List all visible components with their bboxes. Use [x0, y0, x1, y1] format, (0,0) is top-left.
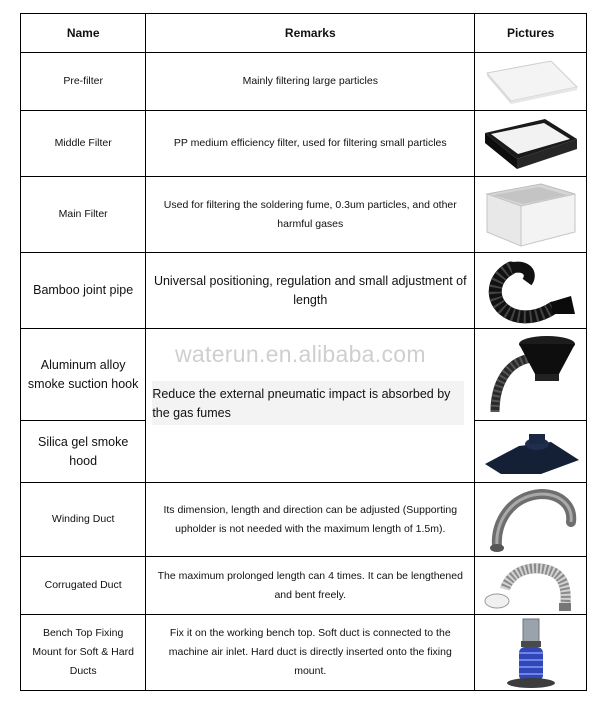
table-row: [21, 329, 587, 421]
row-name: Bamboo joint pipe: [21, 253, 146, 329]
row-remarks: Universal positioning, regulation and small adjustment of length: [146, 253, 475, 329]
suction-hood-icon: [481, 332, 581, 418]
row-picture: [475, 421, 587, 483]
row-picture: [475, 483, 587, 557]
row-remarks: [146, 329, 475, 483]
pre-filter-pad-icon: [481, 57, 581, 107]
row-picture: [475, 177, 587, 253]
row-remarks: Fix it on the working bench top. Soft duct is connected to the machine air inlet. Hard duct is directly inserted onto the fixing mount.: [146, 615, 475, 691]
row-remarks: Its dimension, length and direction can be adjusted (Supporting upholder is not needed with the maximum length of 1.5m).: [146, 483, 475, 557]
row-name: Middle Filter: [21, 111, 146, 177]
row-name: Silica gel smoke hood: [21, 421, 146, 483]
header-row: [21, 14, 587, 53]
winding-duct-icon: [481, 486, 581, 554]
table-row: [21, 615, 587, 691]
row-picture: [475, 111, 587, 177]
row-remarks: PP medium efficiency filter, used for filtering small particles: [146, 111, 475, 177]
product-parts-table: [20, 13, 587, 691]
table-row: [21, 177, 587, 253]
row-remarks: The maximum prolonged length can 4 times. It can be lengthened and bent freely.: [146, 557, 475, 615]
row-name: Main Filter: [21, 177, 146, 253]
row-remarks: Used for filtering the soldering fume, 0.3um particles, and other harmful gases: [146, 177, 475, 253]
row-picture: [475, 557, 587, 615]
row-name: Pre-filter: [21, 53, 146, 111]
table-row: [21, 253, 587, 329]
row-name: Winding Duct: [21, 483, 146, 557]
table-row: [21, 53, 587, 111]
watermark-text: waterun.en.alibaba.com: [175, 341, 426, 367]
bench-mount-icon: [481, 617, 581, 689]
table-row: [21, 111, 587, 177]
row-name: Bench Top Fixing Mount for Soft & Hard Ducts: [21, 615, 146, 691]
silica-hood-icon: [481, 426, 581, 478]
row-picture: [475, 253, 587, 329]
row-picture: [475, 53, 587, 111]
row-remarks: Mainly filtering large particles: [146, 53, 475, 111]
row-picture: [475, 329, 587, 421]
table-row: [21, 557, 587, 615]
row-name: Aluminum alloy smoke suction hook: [21, 329, 146, 421]
bamboo-joint-pipe-icon: [481, 256, 581, 326]
middle-filter-frame-icon: [481, 115, 581, 173]
row-name: Corrugated Duct: [21, 557, 146, 615]
remarks-header: Remarks: [146, 14, 475, 53]
corrugated-duct-icon: [481, 559, 581, 613]
main-filter-box-icon: [481, 180, 581, 250]
table-row: [21, 483, 587, 557]
row-picture: [475, 615, 587, 691]
name-header: Name: [21, 14, 146, 53]
pictures-header: Pictures: [475, 14, 587, 53]
remarks-shared-text: Reduce the external pneumatic impact is absorbed by the gas fumes: [152, 381, 464, 425]
